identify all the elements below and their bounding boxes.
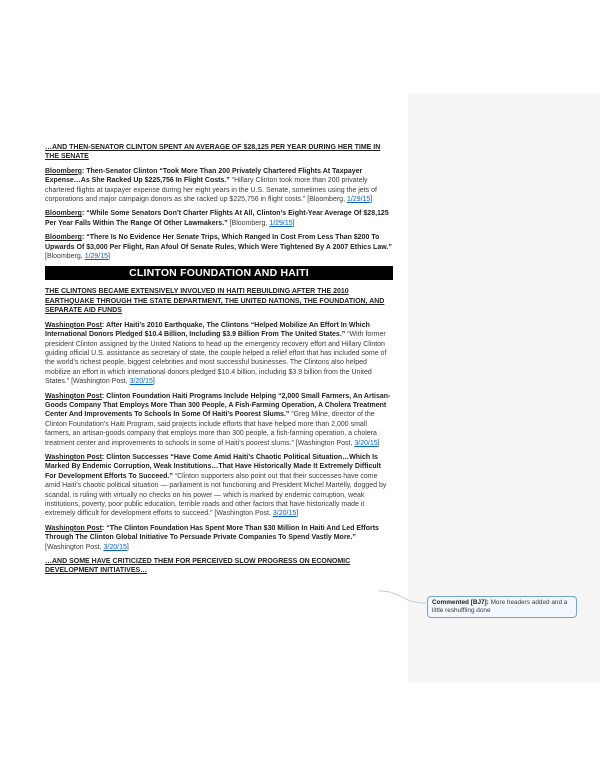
source-label: Washington Post xyxy=(45,392,102,400)
heading-haiti-involvement: THE CLINTONS BECAME EXTENSIVELY INVOLVED IN HAITI REBUILDING AFTER THE 2010 EARTHQUAKE THROUGH THE STATE DEPARTMENT, THE UNITED NATIONS, THE FOUNDATION, AND SEPARATE AID FUNDS xyxy=(45,288,385,315)
source-label: Bloomberg xyxy=(45,234,82,242)
evidence-paragraph: Washington Post: Clinton Successes “Have Come Amid Haiti’s Chaotic Political Situation…Which Is Marked By Endemic Corruption, Weak Institutions…That Have Historically Made It Extremely Difficult For Development Efforts To Succeed.” “Clinton supporters also point out that their successes have come amid Haiti’s chaotic political situation — parliament is not functioning and President Michel Martelly, dogged by scandal, is ruling with virtually no checks on his power — which is marked by endemic corruption, weak institutions, poverty, poor public education, terrible roads and other factors that have historically made it extremely difficult for development efforts to succeed.” [Washington Post, 3/20/15] xyxy=(45,453,387,518)
comment-balloon[interactable] xyxy=(427,596,577,618)
evidence-headline: Clinton Successes “Have Come Amid Haiti’s Chaotic Political Situation…Which Is Marked By Endemic Corruption, Weak Institutions…That Have Historically Made It Extremely Difficult For Development Efforts To Succeed.” xyxy=(45,453,381,480)
evidence-paragraph: Washington Post: “The Clinton Foundation Has Spent More Than $30 Million In Haiti And Led Efforts Through The Clinton Global Initiative To Persuade Private Companies To Spend Vastly More.” [Washington Post, 3/20/15] xyxy=(45,524,379,551)
citation-link[interactable]: 1/29/15 xyxy=(84,253,109,261)
citation-link[interactable]: 3/20/15 xyxy=(129,378,153,386)
citation-link[interactable]: 1/29/15 xyxy=(269,219,293,227)
heading-senate-flights: …AND THEN-SENATOR CLINTON SPENT AN AVERAGE OF $28,125 PER YEAR DURING HER TIME IN THE SENATE xyxy=(45,144,381,161)
document-body xyxy=(45,143,393,581)
evidence-headline: “The Clinton Foundation Has Spent More Than $30 Million In Haiti And Led Efforts Through The Clinton Global Initiative To Persuade Private Companies To Spend Vastly More.” xyxy=(45,524,379,542)
comment-text: More headers added and a little reshuffling done xyxy=(432,599,568,614)
citation-link[interactable]: 3/20/15 xyxy=(354,439,378,447)
heading-criticism: …AND SOME HAVE CRITICIZED THEM FOR PERCEIVED SLOW PROGRESS ON ECONOMIC DEVELOPMENT INITIATIVES… xyxy=(45,558,351,575)
section-banner: CLINTON FOUNDATION AND HAITI xyxy=(45,266,393,280)
evidence-paragraph: Washington Post: After Haiti’s 2010 Earthquake, The Clintons “Helped Mobilize An Effort In Which International Donors Pledged $10.4 Billion, Including $3.9 Billion From The United States.” “With former president Clinton assigned by the United Nations to head up the emergency recovery effort and Hillary Clinton guiding official U.S. assistance as secretary of state, the couple helped a relief effort that has included some of the world’s richest people, biggest celebrities and most successful businesses. The Clintons also helped mobilize an effort in which international donors pledged $10.4 billion, including $3.9 billion from the United States.” [Washington Post, 3/20/15] xyxy=(45,321,387,386)
evidence-headline: “There Is No Evidence Her Senate Trips, Which Ranged In Cost From Less Than $200 To Upwards Of $3,000 Per Flight, Ran Afoul Of Senate Rules, Which Were Tightened By A 2007 Ethics Law.” xyxy=(45,234,392,251)
evidence-headline: Clinton Foundation Haiti Programs Include Helping “2,000 Small Farmers, An Artisan-Goods Company That Employs More Than 300 People, A Fish-Farming Operation, A Cholera Treatment Center And Improvements To Schools In Some Of Haiti’s Poorest Slums.” xyxy=(45,392,391,419)
citation-link[interactable]: 1/29/15 xyxy=(346,196,371,204)
evidence-paragraph: Bloomberg: Then-Senator Clinton “Took More Than 200 Privately Chartered Flights At Taxpayer Expense…As She Racked Up $225,756 In Flight Costs.” “Hillary Clinton took more than 200 privately chartered flights at taxpayer expense during her eight years in the U.S. Senate, sometimes using the jets of corporations and major campaign donors as she racked up $225,756 in flight costs.” [Bloomberg, 1/29/15] xyxy=(45,167,377,204)
evidence-paragraph: Bloomberg: “There Is No Evidence Her Senate Trips, Which Ranged In Cost From Less Than $200 To Upwards Of $3,000 Per Flight, Ran Afoul Of Senate Rules, Which Were Tightened By A 2007 Ethics Law.” [Bloomberg, 1/29/15] xyxy=(45,234,392,261)
evidence-headline: After Haiti’s 2010 Earthquake, The Clintons “Helped Mobilize An Effort In Which International Donors Pledged $10.4 Billion, Including $3.9 Billion From The United States.” xyxy=(45,321,370,339)
evidence-paragraph: Bloomberg: “While Some Senators Don’t Charter Flights At All, Clinton’s Eight-Year Average Of $28,125 Per Year Falls Within The Range Of Other Lawmakers.” [Bloomberg, 1/29/15] xyxy=(45,210,389,227)
comment-margin-pane xyxy=(408,93,600,683)
evidence-body: “Clinton supporters also point out that their successes have come amid Haiti’s chaotic political situation — parliament is not functioning and President Michel Martelly, dogged by scandal, is ruling with virtually no checks on his power — which is marked by endemic corruption, weak institutions, poverty, poor public education, terrible roads and other factors that have historically made it extremely difficult for development efforts to succeed.” xyxy=(45,472,387,518)
citation-link[interactable]: 3/20/15 xyxy=(103,543,127,551)
source-label: Washington Post xyxy=(45,321,102,329)
source-label: Bloomberg xyxy=(45,167,82,175)
evidence-body: “Greg Milne, director of the Clinton Foundation’s Haiti Program, said projects include efforts that have helped more than 2,000 small farmers, an artisan-goods company that employs more than 300 people, a fish-farming operation, a cholera treatment center and improvements to schools in some of Haiti’s poorest slums.” xyxy=(45,411,377,447)
source-label: Washington Post xyxy=(45,453,102,461)
evidence-body: “Hillary Clinton took more than 200 privately chartered flights at taxpayer expense during her eight years in the U.S. Senate, sometimes using the jets of corporations and major campaign donors as she racked up $225,756 in flight costs.” xyxy=(45,177,377,204)
evidence-headline: Then-Senator Clinton “Took More Than 200 Privately Chartered Flights At Taxpayer Expense…As She Racked Up $225,756 In Flight Costs.” xyxy=(45,167,363,185)
source-label: Washington Post xyxy=(45,524,102,532)
comment-label: Commented [BJ7]: xyxy=(432,599,489,606)
source-label: Bloomberg xyxy=(45,210,82,218)
evidence-paragraph: Washington Post: Clinton Foundation Haiti Programs Include Helping “2,000 Small Farmers, An Artisan-Goods Company That Employs More Than 300 People, A Fish-Farming Operation, A Cholera Treatment Center And Improvements To Schools In Some Of Haiti’s Poorest Slums.” “Greg Milne, director of the Clinton Foundation’s Haiti Program, said projects include efforts that have helped more than 2,000 small farmers, an artisan-goods company that employs more than 300 people, a fish-farming operation, a cholera treatment center and improvements to schools in some of Haiti’s poorest slums.” [Washington Post, 3/20/15] xyxy=(45,392,391,447)
evidence-body: “With former president Clinton assigned by the United Nations to head up the emergency recovery effort and Hillary Clinton guiding official U.S. assistance as secretary of state, the couple helped a relief effort that has included some of the world’s richest people, biggest celebrities and most successful businesses. The Clintons also helped mobilize an effort in which international donors pledged $10.4 billion, including $3.9 billion from the United States.” xyxy=(45,331,387,386)
citation-link[interactable]: 3/20/15 xyxy=(272,510,297,518)
evidence-headline: “While Some Senators Don’t Charter Flights At All, Clinton’s Eight-Year Average Of $28,125 Per Year Falls Within The Range Of Other Lawmakers.” xyxy=(45,210,389,227)
